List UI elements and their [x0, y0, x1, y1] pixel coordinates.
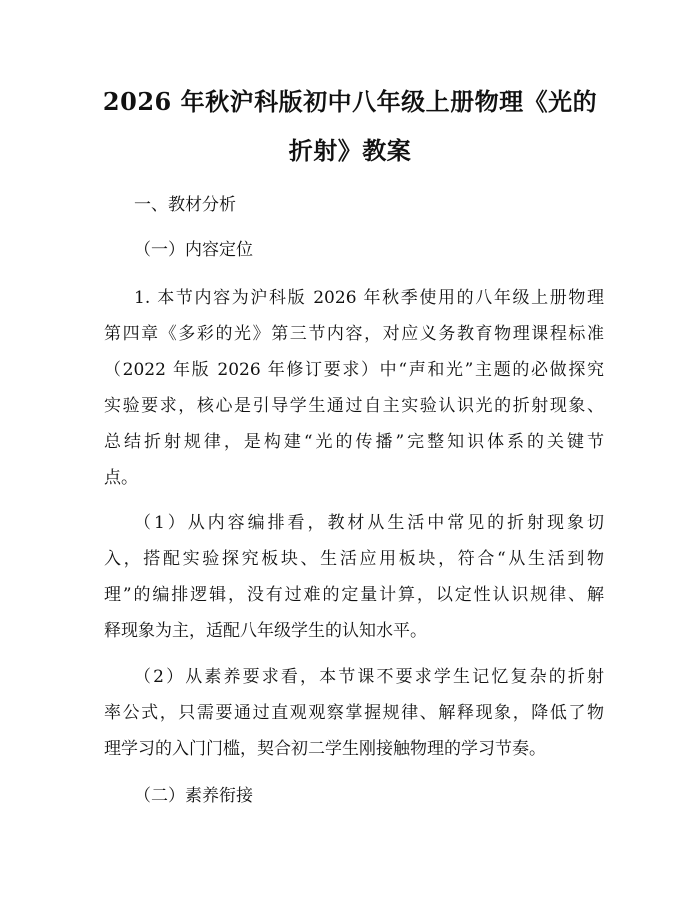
paragraph-literacy-requirements: [104, 659, 604, 767]
subsection-heading-literacy-connection: （二）素养衔接: [134, 786, 253, 806]
paragraph-line: 总结折射规律，是构建“光的传播”完整知识体系的关键节: [104, 432, 604, 452]
document-title-line-1: 2026 年秋沪科版初中八年级上册物理《光的: [102, 87, 598, 116]
paragraph-line: 入，搭配实验探究板块、生活应用板块，符合“从生活到物: [104, 549, 604, 569]
paragraph-line: 1. 本节内容为沪科版 2026 年秋季使用的八年级上册物理: [134, 288, 604, 308]
subsection-heading-content-positioning: （一）内容定位: [134, 240, 253, 260]
paragraph-content-positioning: [104, 280, 604, 496]
paragraph-line: 释现象为主，适配八年级学生的认知水平。: [104, 621, 427, 641]
paragraph-line: （1）从内容编排看，教材从生活中常见的折射现象切: [134, 513, 604, 533]
paragraph-line: （2022 年版 2026 年修订要求）中“声和光”主题的必做探究: [104, 360, 604, 380]
paragraph-line: 第四章《多彩的光》第三节内容，对应义务教育物理课程标准: [104, 324, 604, 344]
paragraph-line: 理学习的入门门槛，契合初二学生刚接触物理的学习节奏。: [104, 739, 546, 759]
paragraph-line: 点。: [104, 468, 138, 488]
paragraph-line: 实验要求，核心是引导学生通过自主实验认识光的折射现象、: [104, 396, 604, 416]
paragraph-content-arrangement: [104, 505, 604, 649]
paragraph-line: （2）从素养要求看，本节课不要求学生记忆复杂的折射: [134, 667, 604, 687]
section-heading-textbook-analysis: 一、教材分析: [134, 195, 236, 215]
paragraph-line: 率公式，只需要通过直观观察掌握规律、解释现象，降低了物: [104, 703, 604, 723]
document-title-line-2: 折射》教案: [288, 136, 412, 165]
paragraph-line: 理”的编排逻辑，没有过难的定量计算，以定性认识规律、解: [104, 585, 604, 605]
